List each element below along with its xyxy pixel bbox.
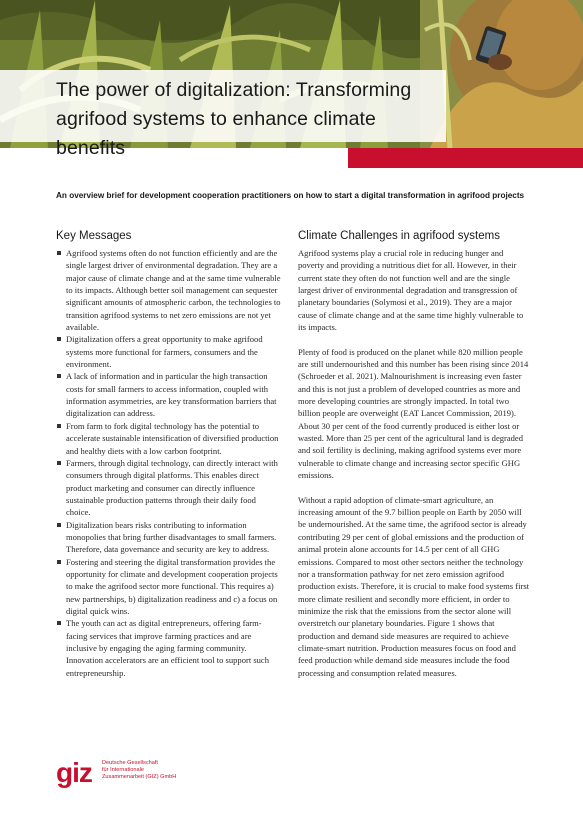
organization-name-line: Deutsche Gesellschaft xyxy=(102,760,158,766)
list-item: A lack of information and in particular the high transaction costs for small farmers to access information, coupled with information asymmetries, are key transformation barriers that digitalization can address. xyxy=(56,370,282,419)
organization-name-line: für Internationale xyxy=(102,767,144,774)
list-item: Digitalization bears risks contributing to information monopolies that bring further disadvantages to small farmers. Therefore, data governance and security are key to address. xyxy=(56,519,282,556)
paragraph: Agrifood systems play a crucial role in reducing hunger and poverty and providing a nutritious diet for all. However, in their current state they often do not function well and are the single largest driver of environmental degradation and transgression of planetary boundaries (Solymosi et al., 2019). They are a major cause of climate change and at the same time highly vulnerable to its impacts. xyxy=(298,248,524,333)
list-item: Agrifood systems often do not function efficiently and are the single largest driver of environmental degradation. They are a major cause of climate change and at the same time vulnerable to its impacts. Although better soil management can sequester significant amounts of atmospheric carbon, the technologies to transition agrifood systems to net zero emissions are not yet available. xyxy=(56,247,282,333)
list-item: Digitalization offers a great opportunity to make agrifood systems more functional for farmers, consumers and the environment. xyxy=(56,333,282,370)
giz-logo-mark: giz xyxy=(56,757,92,788)
subtitle: An overview brief for development cooperation practitioners on how to start a digital transformation in agrifood projects xyxy=(56,191,525,200)
list-item: The youth can act as digital entrepreneurs, offering farm-facing services that improve farming practices and are inclusive by engaging the aging farming community. Innovation accelerators are an efficient tool to support such entrepreneurship. xyxy=(56,617,282,679)
page-title: The power of digitalization: Transforming agrifood systems to enhance climate benefits xyxy=(56,79,412,159)
list-item: Farmers, through digital technology, can directly interact with consumers through digital platforms. This enables direct product marketing and consumer can directly influence sustainable production patterns through their daily food choice. xyxy=(56,457,282,519)
organization-name xyxy=(102,760,222,782)
key-messages-section xyxy=(56,229,282,679)
paragraph: Plenty of food is produced on the planet while 820 million people are still undernourished and this number has been rising since 2014 (Schroeder et al. 2021). Malnourishment is increasing even faster and this is not just a problem of developed countries as more and more developing countries are strongly impacted. In total two billion people are overweight (EAT Lancet Commission, 2019). About 30 per cent of the food currently produced is either lost or wasted. More than 25 per cent of the agricultural land is degraded and soil fertility is declining, making agrifood systems ever more vulnerable to climate change and increasing sector specific GHG emissions. xyxy=(298,346,529,481)
giz-logo xyxy=(56,758,216,788)
list-item: From farm to fork digital technology has the potential to accelerate sustainable intensification of diversified production and healthy diets with a low carbon footprint. xyxy=(56,420,282,457)
climate-heading: Climate Challenges in agrifood systems xyxy=(298,230,500,242)
list-item: Fostering and steering the digital transformation provides the opportunity for climate and development cooperation projects to make the agrifood sector more functional. This requires a) new partnerships, b) digitalization readiness and c) a focus on digital quick wins. xyxy=(56,556,282,618)
accent-bar xyxy=(348,148,583,168)
organization-name-line: Zusammenarbeit (GIZ) GmbH xyxy=(102,774,177,781)
paragraph: Without a rapid adoption of climate-smart agriculture, an increasing amount of the 9.7 billion people on Earth by 2050 will be undernourished. At the same time, the agrifood sector is already contributing 29 per cent of global emissions and the production of animal protein alone accounts for 14.5 per cent of all GHG emissions. Compared to most other sectors neither the technology nor a transformation pathway for net zero emission agrifood production exists. Therefore, it is crucial to make food systems first more climate resilient and secondly more efficient, in order to minimize the risk that the emissions from the sector alone will overstretch our planetary boundaries. Figure 1 shows that production and demand side measures are required to achieve climate-smart nutrition. Production measures focus on food and feed production while demand side measures include the food processing and consumption related measures. xyxy=(298,494,530,678)
key-messages-heading: Key Messages xyxy=(56,230,132,242)
climate-challenges-section xyxy=(298,229,530,691)
key-messages-list xyxy=(56,247,282,679)
